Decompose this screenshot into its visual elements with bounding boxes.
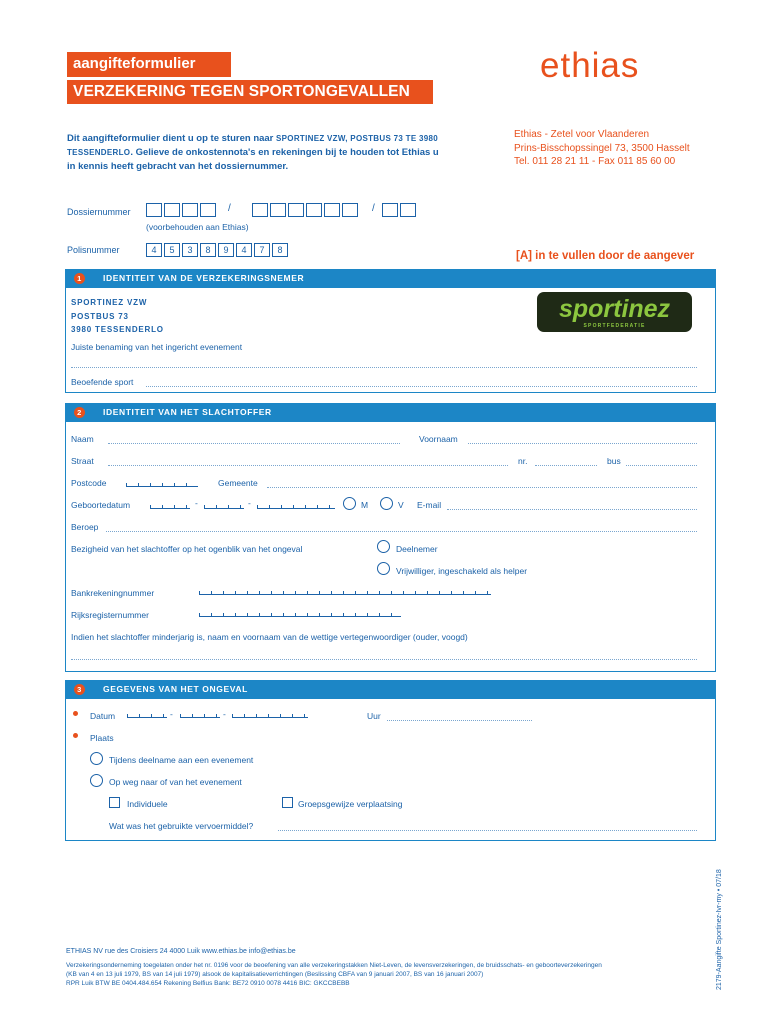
ethias-address: [514, 128, 734, 169]
birth-day-field[interactable]: [150, 505, 190, 509]
sportinez-logo-text: sportinez: [558, 295, 671, 323]
gender-m-radio[interactable]: [343, 497, 356, 510]
address-line2: Prins-Bisschopssingel 73, 3500 Hasselt: [514, 142, 690, 154]
beroep-label: Beroep: [71, 522, 99, 532]
form-title: VERZEKERING TEGEN SPORTONGEVALLEN: [67, 80, 433, 104]
dossier-boxes-1[interactable]: [146, 203, 216, 217]
footer-legal-1: Verzekeringsonderneming toegelaten onder het nr. 0196 voor de beoefening van alle verzekeringstakken Niet-Leven, de levensverzekeringen, de bruidsschats- en geboorteverzekeringen: [66, 962, 602, 969]
individuele-label: Individuele: [127, 799, 168, 809]
footer-company: ETHIAS NV rue des Croisiers 24 4000 Luik www.ethias.be info@ethias.be: [66, 948, 296, 955]
plaats-label: Plaats: [90, 733, 114, 743]
section2-title: IDENTITEIT VAN HET SLACHTOFFER: [103, 407, 272, 417]
footer-legal-2: (KB van 4 en 13 juli 1979, BS van 14 juli 1979) alsook de kapitalisatieverrichtingen (Beslissing CBFA van 9 januari 2007, BS van 16 januari 2007): [66, 971, 484, 978]
vrijwilliger-label: Vrijwilliger, ingeschakeld als helper: [396, 566, 528, 576]
datum-label: Datum: [90, 711, 116, 721]
dossier-digit[interactable]: [342, 203, 358, 217]
section2-header: [66, 404, 715, 422]
dossier-separator: /: [228, 203, 231, 214]
gender-v-radio[interactable]: [380, 497, 393, 510]
bus-field[interactable]: [626, 465, 697, 466]
polis-boxes: [146, 243, 288, 257]
intro-part1: Dit aangifteformulier dient u op te sturen naar: [67, 133, 277, 144]
policyholder-address: [71, 296, 164, 337]
dossier-digit[interactable]: [306, 203, 322, 217]
naam-label: Naam: [71, 434, 94, 444]
vrijwilliger-radio[interactable]: [377, 562, 390, 575]
policyholder-box: POSTBUS 73: [71, 311, 129, 321]
polis-digit: 8: [272, 243, 288, 257]
dossier-digit[interactable]: [182, 203, 198, 217]
policyholder-name: SPORTINEZ VZW: [71, 298, 148, 307]
vervoer-label: Wat was het gebruikte vervoermiddel?: [109, 821, 254, 831]
dossier-digit[interactable]: [252, 203, 268, 217]
individuele-checkbox[interactable]: [109, 797, 120, 808]
section1-title: IDENTITEIT VAN DE VERZEKERINGSNEMER: [103, 273, 305, 283]
polis-label: Polisnummer: [67, 245, 120, 255]
date-dash: -: [170, 709, 173, 719]
address-line1: Ethias - Zetel voor Vlaanderen: [514, 129, 650, 140]
rijks-label: Rijksregisternummer: [71, 610, 149, 620]
dossier-digit[interactable]: [400, 203, 416, 217]
dossier-boxes-3[interactable]: [382, 203, 416, 217]
dossier-boxes-2[interactable]: [252, 203, 358, 217]
bezigheid-label: Bezigheid van het slachtoffer op het ogenblik van het ongeval: [71, 544, 303, 554]
event-name-label: Juiste benaming van het ingericht evenement: [71, 342, 243, 352]
section1-header: [66, 270, 715, 288]
op-weg-radio[interactable]: [90, 774, 103, 787]
dossier-note: (voorbehouden aan Ethias): [146, 222, 249, 232]
dossier-digit[interactable]: [288, 203, 304, 217]
form-type-tag: aangifteformulier: [67, 52, 231, 77]
bus-label: bus: [607, 456, 621, 466]
gemeente-field[interactable]: [267, 487, 697, 488]
polis-digit: 5: [164, 243, 180, 257]
intro-part3: . Gelieve de onkostennota's en rekeningen bij te houden tot Ethias u in kennis heeft gebracht van het dossiernummer.: [67, 147, 439, 172]
gender-v-label: V: [398, 500, 404, 510]
bank-label: Bankrekeningnummer: [71, 588, 155, 598]
dossier-digit[interactable]: [324, 203, 340, 217]
voornaam-field[interactable]: [468, 443, 697, 444]
fill-note: [A] in te vullen door de aangever: [516, 250, 695, 262]
address-line3: Tel. 011 28 21 11 - Fax 011 85 60 00: [514, 156, 676, 167]
beroep-field[interactable]: [106, 531, 697, 532]
nr-label: nr.: [518, 456, 528, 466]
event-name-field[interactable]: [71, 367, 697, 368]
minderjarig-label: Indien het slachtoffer minderjarig is, naam en voornaam van de wettige vertegenwoordiger (ouder, voogd): [71, 632, 468, 642]
bullet-icon: [73, 711, 78, 716]
deelnemer-label: Deelnemer: [396, 544, 438, 554]
dossier-digit[interactable]: [146, 203, 162, 217]
dossier-digit[interactable]: [270, 203, 286, 217]
op-weg-label: Op weg naar of van het evenement: [109, 777, 242, 787]
dossier-label: Dossiernummer: [67, 207, 131, 217]
section3-title: GEGEVENS VAN HET ONGEVAL: [103, 684, 248, 694]
tijdens-radio[interactable]: [90, 752, 103, 765]
birth-month-field[interactable]: [204, 505, 244, 509]
polis-digit: 7: [254, 243, 270, 257]
naam-field[interactable]: [108, 443, 400, 444]
voornaam-label: Voornaam: [419, 434, 458, 444]
sport-label: Beoefende sport: [71, 377, 134, 387]
nr-field[interactable]: [535, 465, 597, 466]
geboortedatum-label: Geboortedatum: [71, 500, 131, 510]
bullet-icon: [73, 733, 78, 738]
polis-digit: 4: [236, 243, 252, 257]
sportinez-logo-sub: SPORTFEDERATIE: [583, 323, 646, 329]
straat-label: Straat: [71, 456, 94, 466]
email-field[interactable]: [447, 509, 697, 510]
polis-digit: 4: [146, 243, 162, 257]
section1-number: 1: [74, 273, 85, 284]
birth-year-field[interactable]: [257, 505, 335, 509]
accident-year-field[interactable]: [232, 714, 308, 718]
groep-checkbox[interactable]: [282, 797, 293, 808]
gemeente-label: Gemeente: [218, 478, 258, 488]
deelnemer-radio[interactable]: [377, 540, 390, 553]
dossier-digit[interactable]: [164, 203, 180, 217]
postcode-field[interactable]: [126, 483, 198, 487]
accident-day-field[interactable]: [127, 714, 167, 718]
groep-label: Groepsgewijze verplaatsing: [298, 799, 403, 809]
vertegenwoordiger-field[interactable]: [71, 659, 697, 660]
uur-label: Uur: [367, 711, 381, 721]
vervoer-field[interactable]: [278, 830, 697, 831]
section2-number: 2: [74, 407, 85, 418]
policyholder-city: 3980 TESSENDERLO: [71, 325, 164, 334]
section3-header: [66, 681, 715, 699]
date-dash: -: [195, 498, 198, 508]
form-code: 2179-Aangifte Sportinez-Ivr-my • 07/18: [716, 869, 723, 990]
section3-number: 3: [74, 684, 85, 695]
date-dash: -: [223, 709, 226, 719]
straat-field[interactable]: [108, 465, 508, 466]
sportinez-logo: [537, 292, 692, 332]
email-label: E-mail: [417, 500, 442, 510]
postcode-label: Postcode: [71, 478, 107, 488]
dossier-separator: /: [372, 203, 375, 214]
rijks-field[interactable]: [199, 613, 401, 617]
dossier-digit[interactable]: [382, 203, 398, 217]
dossier-digit[interactable]: [200, 203, 216, 217]
footer-bank: RPR Luik BTW BE 0404.484.654 Rekening Belfius Bank: BE72 0910 0078 4416 BIC: GKCCBEBB: [66, 980, 350, 987]
gender-m-label: M: [361, 500, 369, 510]
polis-digit: 8: [200, 243, 216, 257]
date-dash: -: [248, 498, 251, 508]
polis-digit: 3: [182, 243, 198, 257]
bank-field[interactable]: [199, 591, 491, 595]
tijdens-label: Tijdens deelname aan een evenement: [109, 755, 254, 765]
accident-month-field[interactable]: [180, 714, 220, 718]
sport-field[interactable]: [146, 386, 697, 387]
intro-address: SPORTINEZ VZW, POSTBUS 73 TE 3980 TESSENDERLO: [67, 134, 438, 157]
ethias-logo: ethias: [540, 46, 640, 85]
intro-text: [67, 132, 439, 174]
uur-field[interactable]: [387, 720, 532, 721]
polis-digit: 9: [218, 243, 234, 257]
